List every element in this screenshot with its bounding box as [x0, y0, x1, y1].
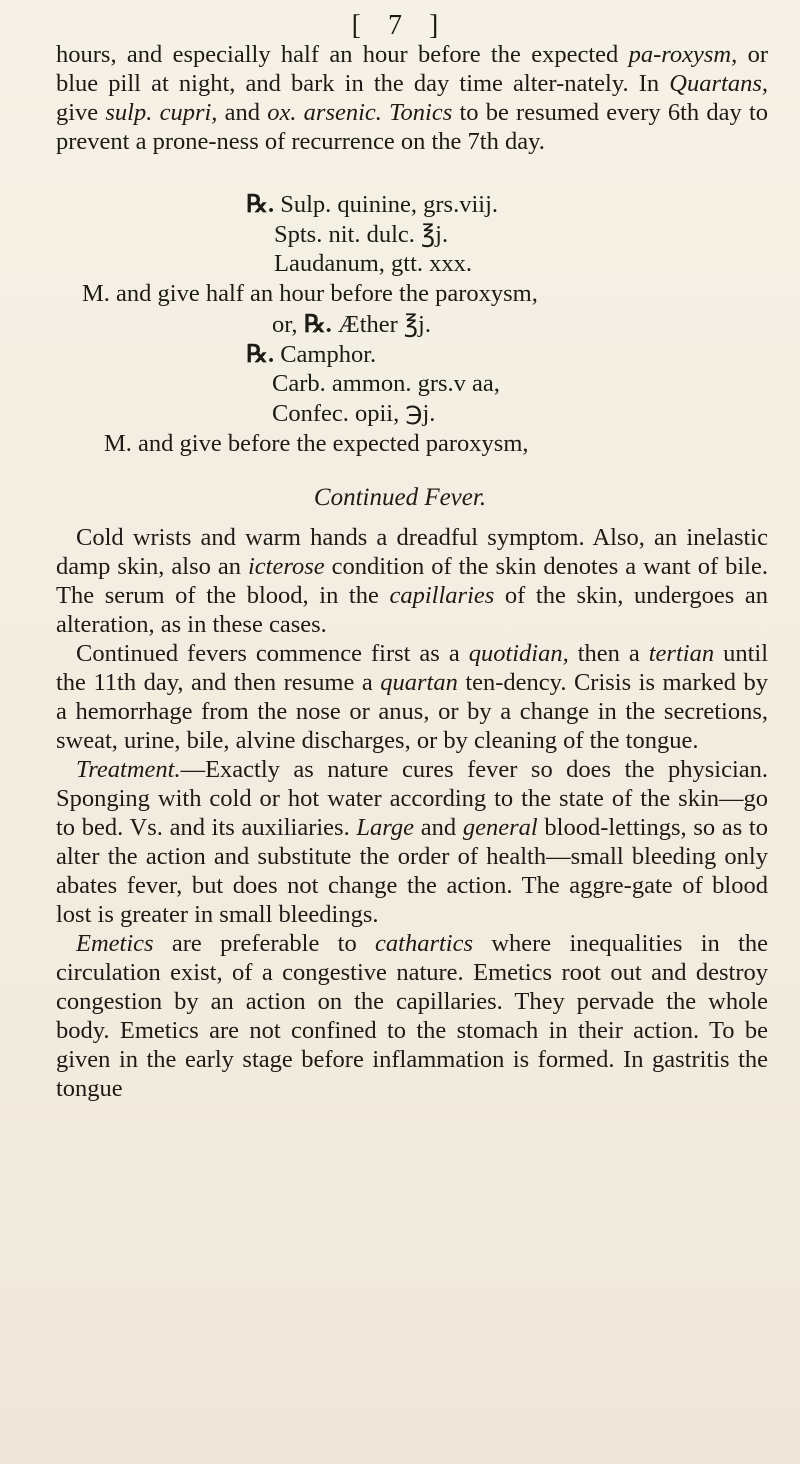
intro-text: hours, and especially half an hour before the expected pa-roxysm, or blue pill at night, and bark in the day time alter-nately. In Quartans, give sulp. cupri, and ox. arsenic. Tonics to be resumed every 6th day to prevent a prone-ness of recurrence on the 7th day.: [56, 41, 769, 155]
section-title: Continued Fever.: [313, 484, 487, 511]
recipe-symbol: ℞.: [246, 191, 275, 218]
prescription-1-line-1: ℞. Sulp. quinine, grs.viij.: [246, 191, 499, 218]
prescription-2: [246, 310, 500, 428]
recipe-symbol: ℞.: [303, 311, 332, 338]
paragraph-progression: Continued fevers commence first as a quotidian, then a tertian until the 11th day, and then resume a quartan ten-dency. Crisis is marked by a hemorrhage from the nose or anus, or by a change in the secretions, sweat, urine, bile, alvine discharges, or by cleaning of the tongue.: [56, 640, 768, 754]
prescription-2-line-3: Carb. ammon. grs.v aa,: [272, 370, 500, 397]
recipe-symbol: ℞.: [246, 340, 275, 368]
prescription-1-line-2: Spts. nit. dulc. ℥j.: [274, 220, 449, 248]
intro-paragraph: [56, 40, 768, 156]
prescription-2-line-2: ℞. Camphor.: [246, 340, 377, 368]
paragraph-symptoms: Cold wrists and warm hands a dreadful symptom. Also, an inelastic damp skin, also an icterose condition of the skin denotes a want of bile. The serum of the blood, in the capillaries of the skin, undergoes an alteration, as in these cases.: [56, 524, 768, 638]
page-number: [ 7 ]: [351, 10, 449, 41]
prescription-2-line-1: or, ℞. Æther ℥j.: [272, 311, 431, 338]
paragraph-treatment: Treatment.—Exactly as nature cures fever so does the physician. Sponging with cold or hot water according to the state of the skin—go to bed. Vs. and its auxiliaries. Large and general blood-lettings, so as to alter the action and substitute the order of health—small bleeding only abates fever, but does not change the action. The aggre-gate of blood lost is greater in small bleedings.: [56, 756, 768, 928]
prescription-1: [246, 190, 498, 279]
prescription-1-line-3: Laudanum, gtt. xxx.: [274, 250, 473, 277]
prescription-2-line-4: Confec. opii, ℈j.: [272, 399, 436, 427]
directions-2: M. and give before the expected paroxysm,: [104, 430, 529, 457]
directions-1: M. and give half an hour before the paroxysm,: [82, 280, 538, 307]
paragraph-emetics: Emetics are preferable to cathartics where inequalities in the circulation exist, of a congestive nature. Emetics root out and destroy congestion by an action on the capillaries. They pervade the whole body. Emetics are not confined to the stomach in their action. To be given in the early stage before inflammation is formed. In gastritis the tongue: [56, 930, 768, 1102]
continued-fever-body: [56, 523, 768, 1103]
